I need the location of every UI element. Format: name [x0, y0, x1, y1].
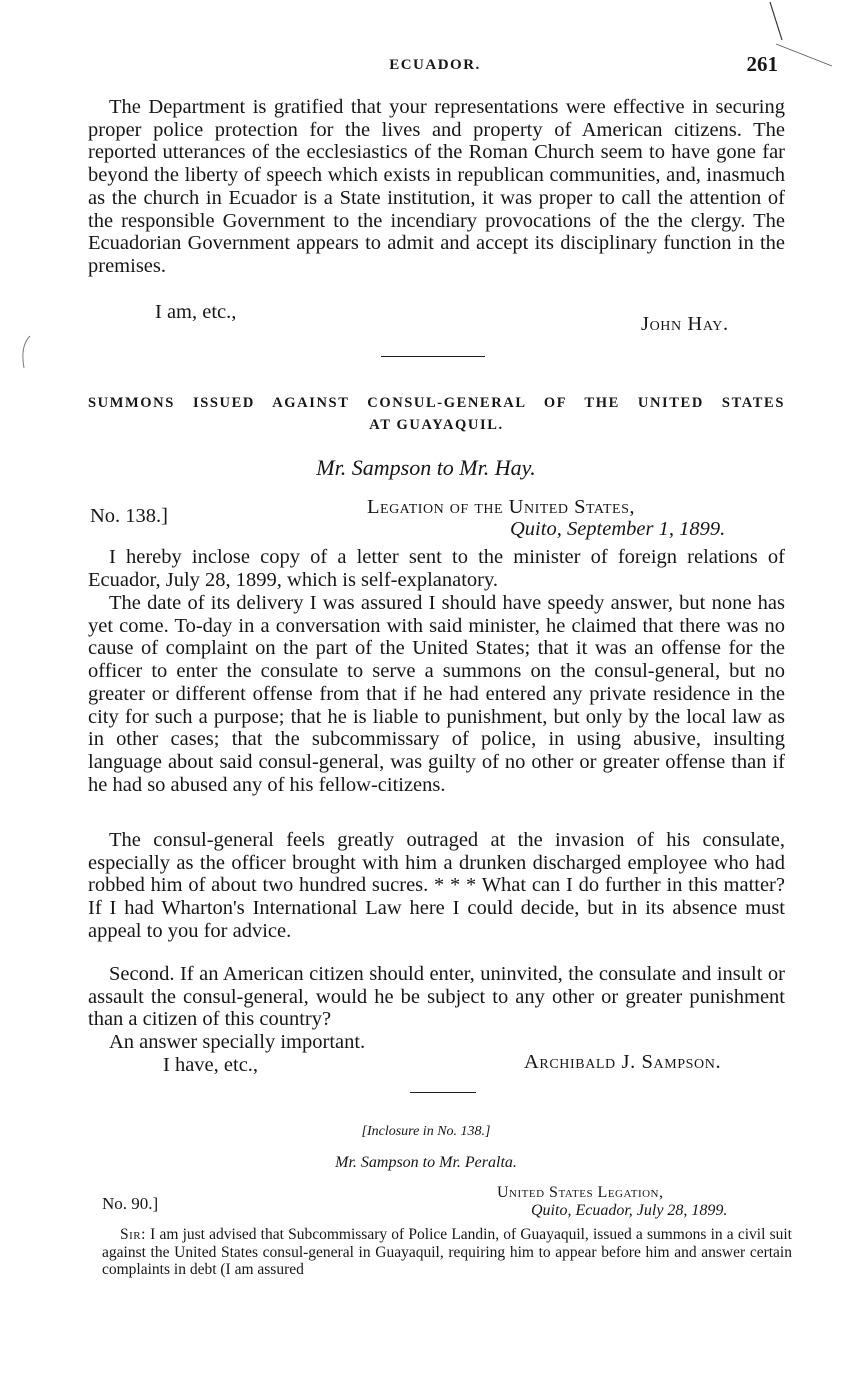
inclosure-label: [Inclosure in No. 138.] — [361, 1124, 491, 1139]
section-title-line2: AT GUAYAQUIL. — [369, 417, 504, 433]
inclosure-place-date: Quito, Ecuador, July 28, 1899. — [531, 1202, 728, 1219]
letter1-origin: Legation of the United States, — [367, 496, 635, 518]
section-title — [88, 392, 785, 436]
letter1-paragraph-1: I hereby inclose copy of a letter sent to the minister of foreign relations of Ecuador, July 28, 1899, which is self-explanatory. — [88, 546, 785, 591]
letter1-paragraph-2: The date of its delivery I was assured I should have speedy answer, but none has yet come. To-day in a conversation with said minister, he claimed that there was no cause of complaint on the part of the United States; that it was an offense for the officer to enter the consulate to serve a summons on the consul-general, but no greater or different offense from that if he had entered any private residence in the city for such a purpose; that he is liable to punishment, but only by the local law as in other cases; that the subcommissary of police, in using abusive, insulting language about said consul-general, was guilty of no other or greater offense than if he had so abused any of his fellow-citizens. — [88, 592, 785, 796]
letter1-closing: I have, etc., — [163, 1054, 259, 1076]
inclosure-correspondents: Mr. Sampson to Mr. Peralta. — [335, 1154, 517, 1171]
top-letter-closing: I am, etc., — [155, 301, 237, 323]
section-title-line1: SUMMONS ISSUED AGAINST CONSUL-GENERAL OF THE UNITED STATES — [88, 395, 785, 411]
margin-mark — [16, 332, 36, 372]
inclosure-body — [102, 1226, 792, 1279]
letter1-paragraph-3: The consul-general feels greatly outraged at the invasion of his consulate, especially as the officer brought with him a drunken discharged employee who had robbed him of about two hundred sucres. * * * What can I do further in this matter? If I had Wharton's International Law here I could decide, but in its absence must appeal to you for advice. — [88, 829, 785, 942]
inclosure-number: No. 90.] — [102, 1194, 159, 1213]
letter1-paragraph-4: Second. If an American citizen should enter, uninvited, the consulate and insult or assault the consul-general, would he be subject to any other or greater punishment than a citizen of this country? — [88, 963, 785, 1031]
letter1-paragraph-5: An answer specially important. — [109, 1031, 366, 1053]
letter1-place-date: Quito, September 1, 1899. — [510, 518, 726, 540]
page-number: 261 — [746, 52, 778, 76]
top-letter-signature: John Hay. — [641, 313, 729, 335]
divider-rule — [381, 356, 485, 357]
running-head — [90, 52, 780, 80]
letter1-correspondents: Mr. Sampson to Mr. Hay. — [316, 455, 536, 480]
letter1-number: No. 138.] — [90, 505, 169, 527]
inclosure-origin: United States Legation, — [497, 1184, 664, 1201]
letter1-signature: Archibald J. Sampson. — [524, 1051, 722, 1073]
inclosure-body-text: I am just advised that Subcommissary of Police Landin, of Guayaquil, issued a summons in a civil suit against the United States consul-general in Guayaquil, requiring him to appear before him and answer certain complaints in debt (I am assured — [102, 1226, 792, 1279]
top-letter-body: The Department is gratified that your representations were effective in securing proper police protection for the lives and property of American citizens. The reported utterances of the ecclesiastics of the Roman Church seem to have gone far beyond the liberty of speech which exists in republican communities, and, inasmuch as the church in Ecuador is a State institution, it was proper to call the attention of the responsible Government to the incendiary provocations of the the clergy. The Ecuadorian Government appears to admit and accept its disciplinary function in the premises. — [88, 96, 785, 277]
running-title: ECUADOR. — [389, 57, 481, 73]
divider-rule-2 — [410, 1092, 476, 1093]
inclosure-salutation: Sir: — [120, 1226, 146, 1243]
